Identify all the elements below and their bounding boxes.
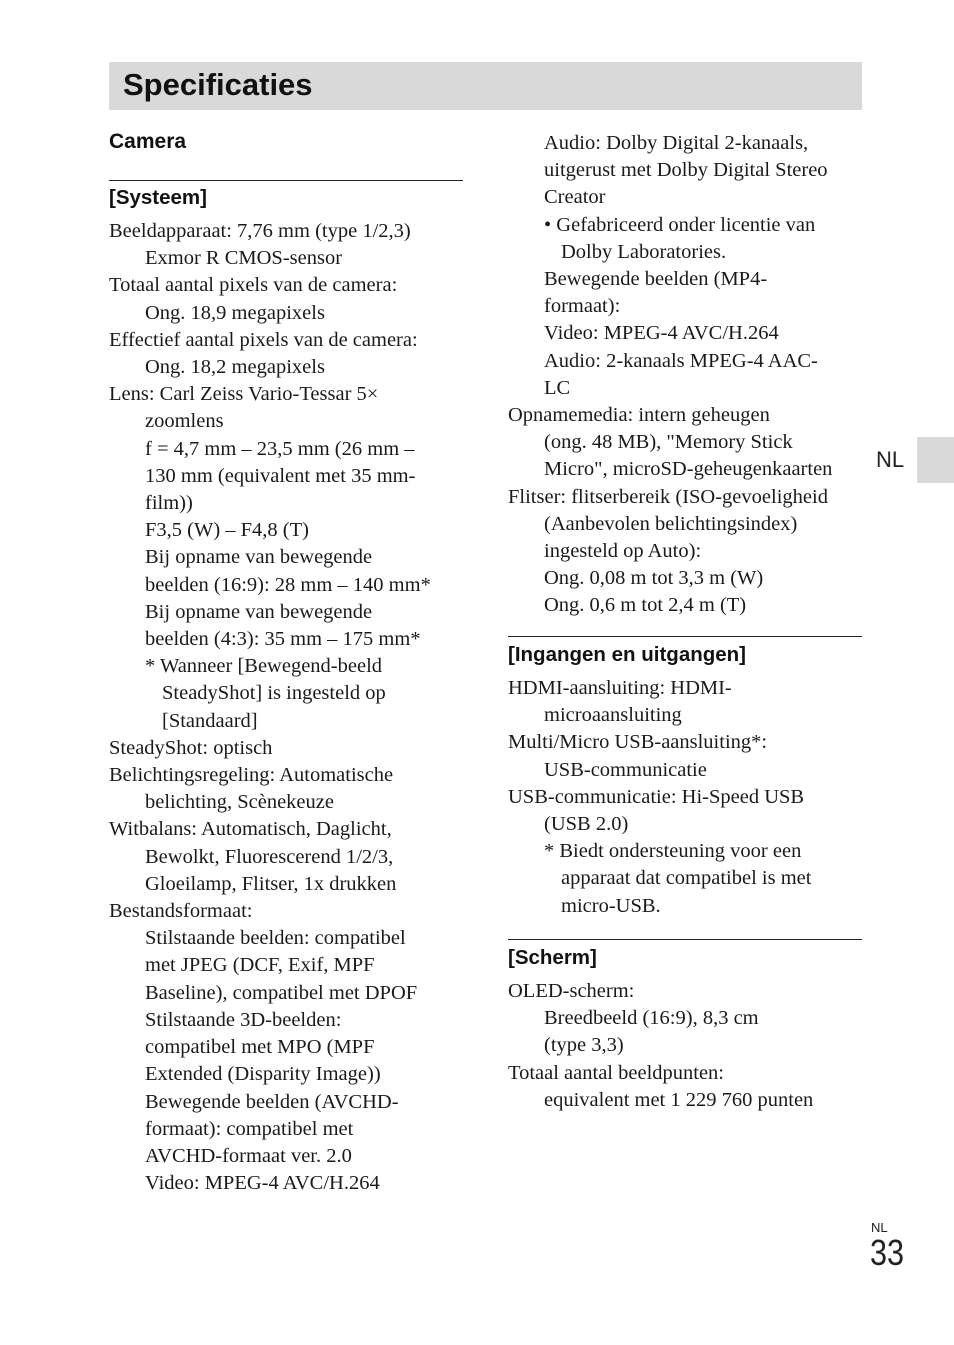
- spec-line: (Aanbevolen belichtingsindex): [544, 512, 798, 535]
- spec-line: Witbalans: Automatisch, Daglicht,: [109, 818, 392, 841]
- page-title: Specificaties: [123, 67, 313, 102]
- right-column-block-1: [508, 130, 862, 620]
- spec-line: F3,5 (W) – F4,8 (T): [145, 519, 309, 542]
- spec-line: Opnamemedia: intern geheugen: [508, 404, 770, 427]
- spec-line: Video: MPEG-4 AVC/H.264: [145, 1172, 380, 1195]
- left-column: [109, 218, 463, 1197]
- spec-line: Breedbeeld (16:9), 8,3 cm: [544, 1007, 759, 1030]
- spec-line: 130 mm (equivalent met 35 mm-: [145, 464, 416, 487]
- spec-line: Lens: Carl Zeiss Vario-Tessar 5×: [109, 383, 379, 406]
- spec-line: zoomlens: [145, 410, 224, 433]
- page-language-label: NL: [871, 1220, 888, 1235]
- spec-line: SteadyShot: optisch: [109, 736, 273, 759]
- spec-line: Ong. 18,2 megapixels: [145, 356, 325, 379]
- side-language-label: NL: [876, 447, 905, 472]
- spec-line: Creator: [544, 186, 606, 209]
- spec-line: HDMI-aansluiting: HDMI-: [508, 677, 732, 699]
- spec-line: Audio: Dolby Digital 2-kanaals,: [544, 132, 809, 154]
- spec-line: Effectief aantal pixels van de camera:: [109, 328, 418, 351]
- section-heading-ingangen: [Ingangen en uitgangen]: [508, 643, 747, 666]
- spec-line: (type 3,3): [544, 1034, 624, 1057]
- spec-line: formaat): compatibel met: [145, 1117, 354, 1140]
- spec-line: Totaal aantal pixels van de camera:: [109, 274, 398, 297]
- spec-line: f = 4,7 mm – 23,5 mm (26 mm –: [145, 437, 415, 460]
- spec-line: Flitser: flitserbereik (ISO-gevoeligheid: [508, 485, 828, 508]
- spec-line: beelden (16:9): 28 mm – 140 mm*: [145, 573, 431, 596]
- spec-line: Extended (Disparity Image)): [145, 1063, 381, 1086]
- spec-line: microaansluiting: [544, 704, 682, 727]
- section-rule-scherm: [508, 939, 862, 940]
- spec-line: Multi/Micro USB-aansluiting*:: [508, 731, 768, 754]
- spec-line: Ong. 18,9 megapixels: [145, 301, 325, 324]
- spec-line: Bewegende beelden (MP4-: [544, 268, 768, 291]
- spec-line: met JPEG (DCF, Exif, MPF: [145, 954, 375, 977]
- side-tab-marker: [917, 437, 954, 483]
- spec-line: ingesteld op Auto):: [544, 540, 702, 563]
- spec-line: uitgerust met Dolby Digital Stereo: [544, 159, 828, 182]
- section-rule-systeem: [109, 180, 463, 181]
- spec-line: [Standaard]: [162, 709, 258, 732]
- spec-line: Baseline), compatibel met DPOF: [145, 981, 418, 1004]
- camera-heading: Camera: [109, 130, 187, 153]
- spec-line: formaat):: [544, 295, 621, 318]
- spec-line: Bij opname van bewegende: [145, 546, 373, 569]
- spec-line: beelden (4:3): 35 mm – 175 mm*: [145, 628, 421, 651]
- section-heading-scherm: [Scherm]: [508, 946, 597, 969]
- spec-line: Stilstaande beelden: compatibel: [145, 927, 406, 950]
- section-heading-systeem: [Systeem]: [109, 186, 207, 209]
- spec-line: Stilstaande 3D-beelden:: [145, 1008, 342, 1031]
- spec-line: OLED-scherm:: [508, 980, 635, 1002]
- spec-line: micro-USB.: [561, 894, 661, 917]
- spec-line: compatibel met MPO (MPF: [145, 1036, 375, 1059]
- spec-line: SteadyShot] is ingesteld op: [162, 682, 386, 705]
- spec-line: film)): [145, 492, 193, 515]
- title-bar: [109, 62, 862, 110]
- spec-line: equivalent met 1 229 760 punten: [544, 1088, 814, 1111]
- spec-line: Totaal aantal beeldpunten:: [508, 1061, 725, 1084]
- spec-line: Gloeilamp, Flitser, 1x drukken: [145, 872, 397, 895]
- spec-line: Bestandsformaat:: [109, 900, 253, 923]
- page-number: 33: [870, 1232, 905, 1273]
- spec-line: • Gefabriceerd onder licentie van: [544, 213, 816, 236]
- spec-line: Dolby Laboratories.: [561, 240, 727, 263]
- spec-line: apparaat dat compatibel is met: [561, 867, 812, 890]
- spec-line: Video: MPEG-4 AVC/H.264: [544, 322, 779, 345]
- section-rule-ingangen: [508, 636, 862, 637]
- spec-line: USB-communicatie: Hi-Speed USB: [508, 785, 805, 808]
- spec-line: belichting, Scènekeuze: [145, 791, 334, 814]
- spec-line: Bewolkt, Fluorescerend 1/2/3,: [145, 845, 394, 868]
- spec-line: Bewegende beelden (AVCHD-: [145, 1090, 399, 1113]
- spec-line: USB-communicatie: [544, 758, 707, 781]
- spec-line: Audio: 2-kanaals MPEG-4 AAC-: [544, 349, 818, 372]
- spec-line: Belichtingsregeling: Automatische: [109, 764, 394, 787]
- spec-line: (USB 2.0): [544, 813, 629, 836]
- spec-line: Ong. 0,08 m tot 3,3 m (W): [544, 567, 764, 590]
- spec-line: Ong. 0,6 m tot 2,4 m (T): [544, 594, 747, 617]
- spec-line: Exmor R CMOS-sensor: [145, 247, 343, 270]
- spec-line: * Wanneer [Bewegend-beeld: [145, 655, 383, 678]
- spec-line: AVCHD-formaat ver. 2.0: [145, 1144, 352, 1167]
- right-column-block-2: [508, 675, 862, 920]
- right-column-block-3: [508, 978, 862, 1114]
- spec-line: LC: [544, 376, 571, 399]
- spec-line: Beeldapparaat: 7,76 mm (type 1/2,3): [109, 220, 411, 242]
- spec-line: Micro", microSD-geheugenkaarten: [544, 458, 833, 481]
- spec-line: Bij opname van bewegende: [145, 600, 373, 623]
- spec-line: (ong. 48 MB), "Memory Stick: [544, 431, 793, 454]
- spec-line: * Biedt ondersteuning voor een: [544, 840, 802, 863]
